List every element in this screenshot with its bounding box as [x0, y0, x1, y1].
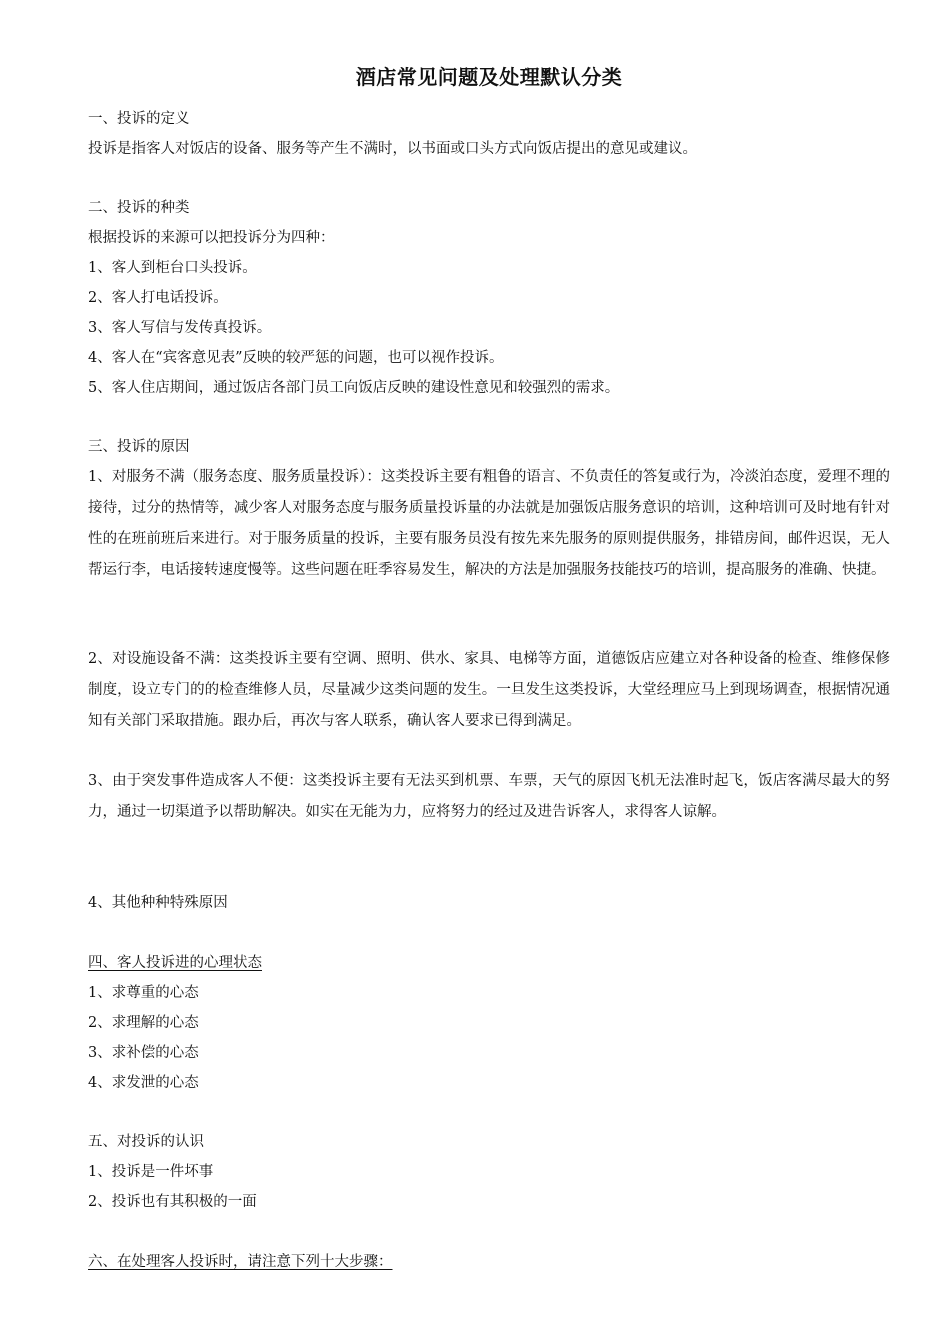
types-intro: 根据投诉的来源可以把投诉分为四种：: [88, 230, 335, 246]
list-item: 2、客人打电话投诉。: [88, 290, 228, 306]
list-item: 1、客人到柜台口头投诉。: [88, 260, 257, 276]
reason-paragraph-service: 1、对服务不满（服务态度、服务质量投诉）：这类投诉主要有粗鲁的语言、不负责任的答复或行为，冷淡泊态度，爱理不理的接待，过分的热情等，减少客人对服务态度与服务质量投诉量的办法就是加强饭店服务意识的培训，这种培训可及时地有针对性的在班前班后来进行。对于服务质量的投诉，主要有服务员没有按先来先服务的原则提供服务，排错房间，邮件迟误，无人帮运行李，电话接转速度慢等。这些问题在旺季容易发生，解决的方法是加强服务技能技巧的培训，提高服务的准确、快捷。: [88, 469, 890, 578]
reason-paragraph-emergency: 3、由于突发事件造成客人不便：这类投诉主要有无法买到机票、车票，天气的原因飞机无法准时起飞，饭店客满尽最大的努力，通过一切渠道予以帮助解决。如实在无能为力，应将努力的经过及进告诉客人，求得客人谅解。: [88, 773, 890, 820]
section-heading-steps: 六、在处理客人投诉时，请注意下列十大步骤：: [88, 1254, 393, 1270]
document-title: 酒店常见问题及处理默认分类: [355, 65, 623, 89]
section-heading-understanding: 五、对投诉的认识: [88, 1134, 204, 1150]
list-item: 2、求理解的心态: [88, 1015, 199, 1031]
definition-text: 投诉是指客人对饭店的设备、服务等产生不满时，以书面或口头方式向饭店提出的意见或建议。: [88, 141, 697, 157]
list-item: 3、客人写信与发传真投诉。: [88, 320, 272, 336]
section-heading-psychology: 四、客人投诉进的心理状态: [88, 955, 262, 971]
reason-paragraph-other: 4、其他种种特殊原因: [88, 895, 228, 911]
list-item: 1、投诉是一件坏事: [88, 1164, 214, 1180]
list-item: 4、求发泄的心态: [88, 1075, 199, 1091]
section-heading-types: 二、投诉的种类: [88, 200, 190, 216]
list-item: 1、求尊重的心态: [88, 985, 199, 1001]
list-item: 4、客人在“宾客意见表”反映的较严惩的问题，也可以视作投诉。: [88, 350, 504, 366]
list-item: 5、客人住店期间，通过饭店各部门员工向饭店反映的建设性意见和较强烈的需求。: [88, 380, 620, 396]
reason-paragraph-facilities: 2、对设施设备不满：这类投诉主要有空调、照明、供水、家具、电梯等方面，道德饭店应建立对各种设备的检查、维修保修制度，设立专门的的检查维修人员，尽量减少这类问题的发生。一旦发生这类投诉，大堂经理应马上到现场调查，根据情况通知有关部门采取措施。跟办后，再次与客人联系，确认客人要求已得到满足。: [88, 651, 890, 729]
section-heading-reasons: 三、投诉的原因: [88, 439, 190, 455]
list-item: 3、求补偿的心态: [88, 1045, 199, 1061]
list-item: 2、投诉也有其积极的一面: [88, 1194, 257, 1210]
section-heading-definition: 一、投诉的定义: [88, 111, 190, 127]
